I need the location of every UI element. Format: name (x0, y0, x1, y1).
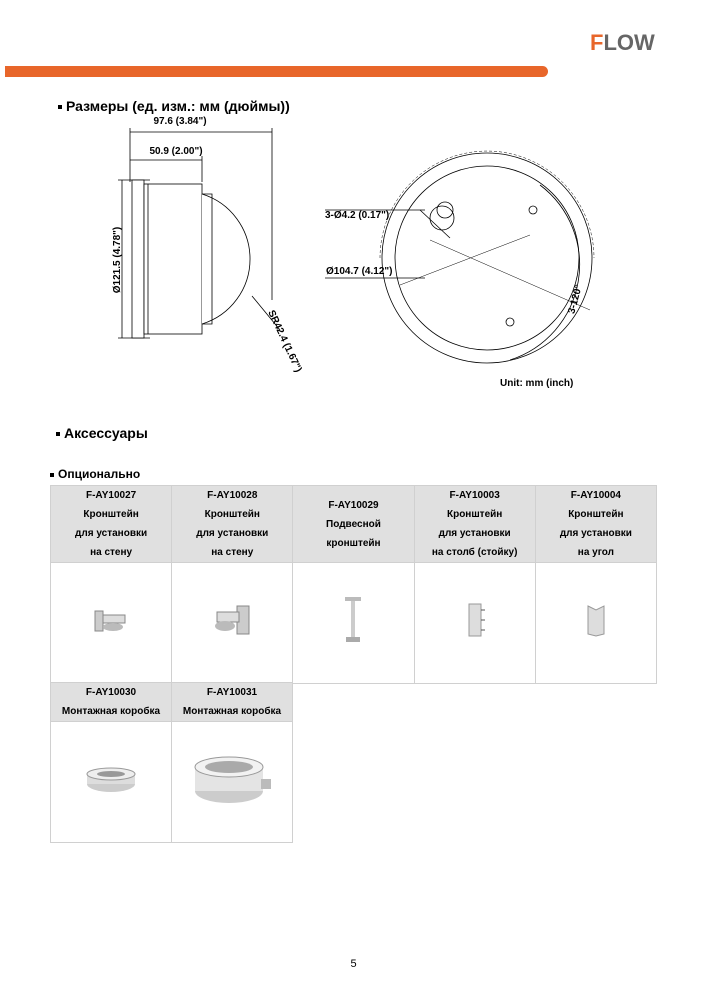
accessory-header: F-AY10003 Кронштейн для установки на столб (стойку) (414, 486, 535, 563)
accessory-header: F-AY10031 Монтажная коробка (172, 683, 293, 722)
header-accent-bar (5, 66, 548, 77)
accessories-table-row2 (50, 682, 293, 843)
svg-text:50.9 (2.00"): 50.9 (2.00") (149, 146, 203, 157)
corner-bracket-image (535, 563, 656, 684)
svg-text:Unit: mm (inch): Unit: mm (inch) (500, 378, 574, 389)
pole-bracket-image (414, 563, 535, 684)
junction-box-image (51, 722, 172, 843)
svg-text:Ø104.7 (4.12"): Ø104.7 (4.12") (326, 266, 393, 277)
svg-text:3-120°: 3-120° (566, 283, 585, 316)
accessory-header: F-AY10027 Кронштейн для установки на стену (51, 486, 172, 563)
accessory-header: F-AY10029 Подвесной кронштейн (293, 486, 414, 563)
junction-box-image (172, 722, 293, 843)
wall-bracket-image (172, 563, 293, 684)
dimensions-drawing (0, 110, 707, 400)
wall-bracket-image (51, 563, 172, 684)
optional-heading: Опционально (50, 467, 140, 481)
accessory-header: F-AY10028 Кронштейн для установки на стену (172, 486, 293, 563)
svg-text:Ø121.5 (4.78"): Ø121.5 (4.78") (112, 226, 123, 294)
svg-text:3-Ø4.2 (0.17"): 3-Ø4.2 (0.17") (325, 210, 390, 221)
svg-text:SR42.4 (1.67"): SR42.4 (1.67") (265, 308, 304, 374)
accessories-heading: Аксессуары (56, 425, 148, 441)
svg-text:97.6 (3.84"): 97.6 (3.84") (153, 116, 207, 127)
flow-logo: FLOW (590, 30, 655, 55)
page-number: 5 (350, 958, 357, 970)
accessory-header: F-AY10004 Кронштейн для установки на угол (535, 486, 656, 563)
accessory-header: F-AY10030 Монтажная коробка (51, 683, 172, 722)
dimensions-heading: Размеры (ед. изм.: мм (дюймы)) (58, 98, 290, 114)
pendant-bracket-image (293, 563, 414, 684)
accessories-table-row1 (50, 485, 657, 684)
